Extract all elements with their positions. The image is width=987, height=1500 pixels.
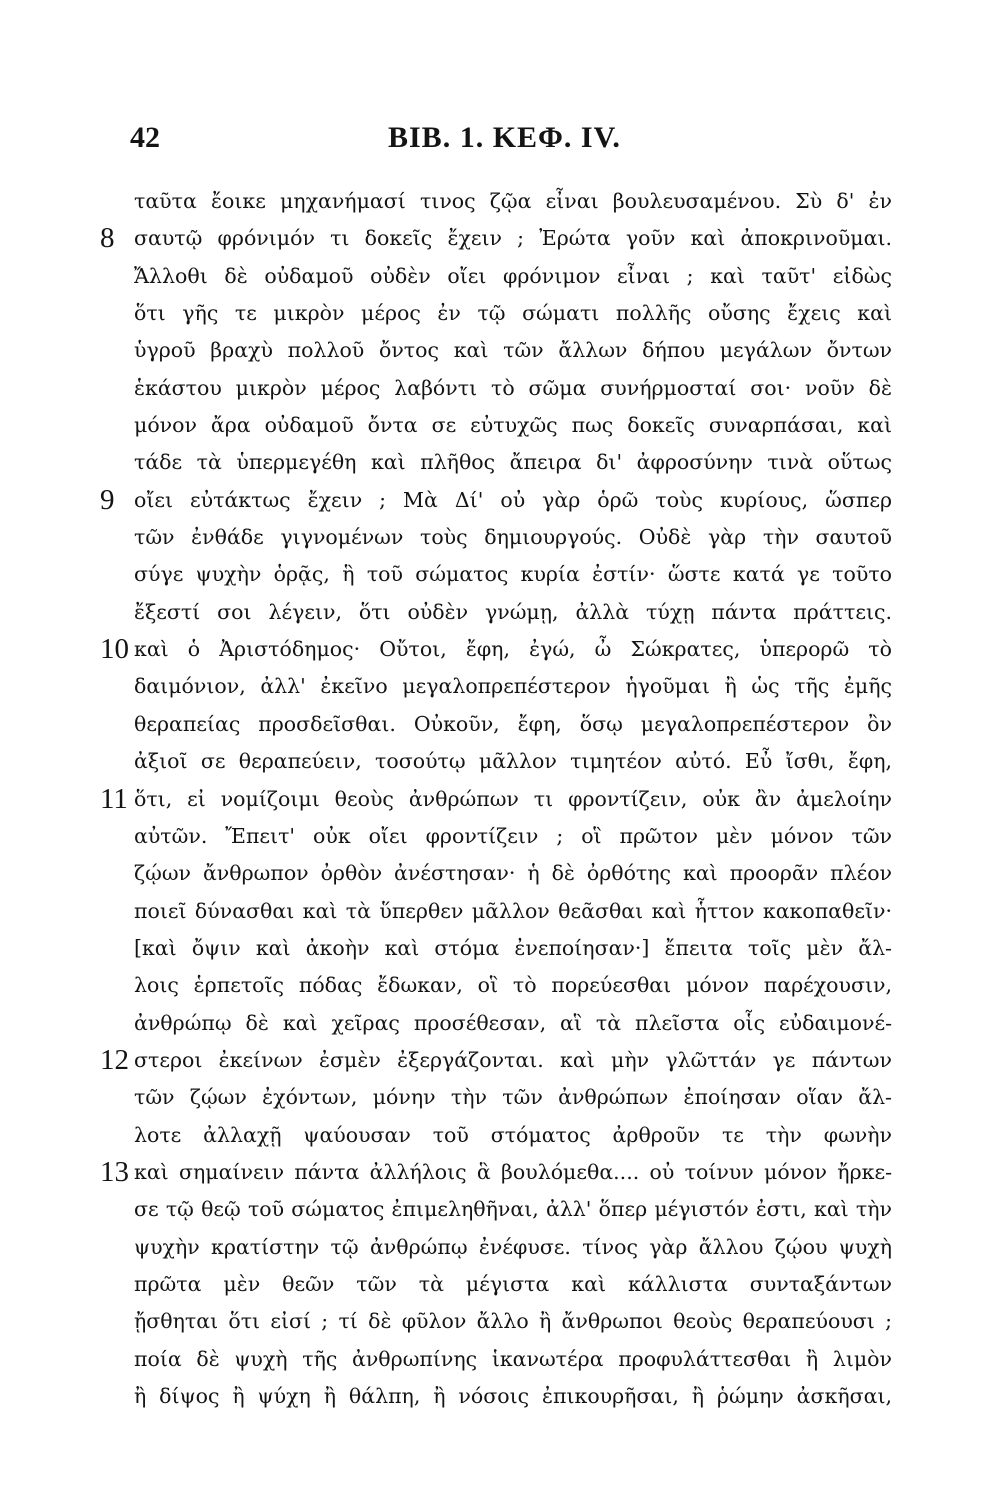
section-number: 11 — [100, 782, 128, 815]
line-text: ποία δὲ ψυχὴ τῆς ἀνθρωπίνης ἱκανωτέρα προφυλάττεσθαι ἢ λιμὸν — [134, 1346, 892, 1371]
line-text: ποιεῖ δύνασθαι καὶ τὰ ὕπερθεν μᾶλλον θεᾶσθαι καὶ ἧττον κακοπαθεῖν· — [134, 898, 892, 923]
text-line — [100, 818, 920, 855]
text-line — [100, 295, 920, 332]
section-number: 13 — [100, 1155, 129, 1188]
line-text: ἢ δίψος ἢ ψύχη ἢ θάλπη, ἢ νόσοις ἐπικουρῆσαι, ἢ ῥώμην ἀσκῆσαι, — [134, 1384, 892, 1408]
line-text: δαιμόνιον, ἀλλ' ἐκεῖνο μεγαλοπρεπέστερον ἡγοῦμαι ἢ ὡς τῆς ἐμῆς — [134, 674, 892, 699]
text-line — [100, 631, 920, 668]
text-line — [100, 893, 920, 930]
text-line — [100, 258, 920, 295]
line-text: τῶν ἐνθάδε γιγνομένων τοὺς δημιουργούς. Οὐδὲ γὰρ τὴν σαυτοῦ — [134, 525, 892, 550]
text-line — [100, 1117, 920, 1154]
chapter-title: BIB. 1. ΚΕΦ. IV. — [388, 121, 621, 154]
line-text: αὐτῶν. Ἔπειτ' οὐκ οἴει φροντίζειν ; οἳ πρῶτον μὲν μόνον τῶν — [134, 823, 892, 848]
line-text: ὅτι, εἰ νομίζοιμι θεοὺς ἀνθρώπων τι φροντίζειν, οὐκ ἂν ἀμελοίην — [134, 786, 892, 811]
line-text: τάδε τὰ ὑπερμεγέθη καὶ πλῆθος ἄπειρα δι' ἀφροσύνην τινὰ οὕτως — [134, 450, 892, 475]
text-line — [100, 855, 920, 892]
text-line — [100, 1303, 920, 1340]
text-line — [100, 706, 920, 743]
text-line — [100, 1042, 920, 1079]
line-text: ᾔσθηται ὅτι εἰσί ; τί δὲ φῦλον ἄλλο ἢ ἄνθρωποι θεοὺς θεραπεύουσι ; — [134, 1309, 892, 1334]
text-line — [100, 1005, 920, 1042]
text-line — [100, 967, 920, 1004]
text-line — [100, 1154, 920, 1191]
text-line — [100, 332, 920, 369]
text-line — [100, 1378, 920, 1415]
text-line — [100, 930, 920, 967]
greek-text-body — [100, 183, 920, 1415]
line-text: στεροι ἐκείνων ἐσμὲν ἐξεργάζονται. καὶ μὴν γλῶττάν γε πάντων — [134, 1047, 892, 1072]
line-text: οἴει εὐτάκτως ἔχειν ; Μὰ Δί' οὐ γὰρ ὁρῶ τοὺς κυρίους, ὥσπερ — [134, 487, 892, 512]
line-text: λοις ἑρπετοῖς πόδας ἔδωκαν, οἳ τὸ πορεύεσθαι μόνον παρέχουσιν, — [134, 973, 892, 998]
line-text: σύγε ψυχὴν ὁρᾷς, ἣ τοῦ σώματος κυρία ἐστίν· ὥστε κατά γε τοῦτο — [134, 562, 892, 587]
text-line — [100, 1341, 920, 1378]
text-line — [100, 668, 920, 705]
line-text: λοτε ἀλλαχῇ ψαύουσαν τοῦ στόματος ἀρθροῦν τε τὴν φωνὴν — [134, 1122, 892, 1147]
text-line — [100, 1191, 920, 1228]
line-text: ἑκάστου μικρὸν μέρος λαβόντι τὸ σῶμα συνήρμοσταί σοι· νοῦν δὲ — [134, 375, 892, 400]
line-text: ἀνθρώπῳ δὲ καὶ χεῖρας προσέθεσαν, αἳ τὰ πλεῖστα οἷς εὐδαιμονέ- — [134, 1010, 892, 1035]
line-text: ὅτι γῆς τε μικρὸν μέρος ἐν τῷ σώματι πολλῆς οὔσης ἔχεις καὶ — [134, 301, 892, 326]
line-text: πρῶτα μὲν θεῶν τῶν τὰ μέγιστα καὶ κάλλιστα συνταξάντων — [134, 1271, 892, 1296]
line-text: ταῦτα ἔοικε μηχανήμασί τινος ζῷα εἶναι βουλευσαμένου. Σὺ δ' ἐν — [134, 189, 892, 213]
text-line — [100, 781, 920, 818]
section-number: 9 — [100, 483, 115, 516]
line-text: Ἄλλοθι δὲ οὐδαμοῦ οὐδὲν οἴει φρόνιμον εἶναι ; καὶ ταῦτ' εἰδὼς — [134, 263, 892, 288]
line-text: ὑγροῦ βραχὺ πολλοῦ ὄντος καὶ τῶν ἄλλων δήπου μεγάλων ὄντων — [134, 338, 892, 363]
text-line — [100, 370, 920, 407]
line-text: καὶ σημαίνειν πάντα ἀλλήλοις ἃ βουλόμεθα.... οὐ τοίνυν μόνον ἤρκε- — [134, 1159, 892, 1184]
text-line — [100, 519, 920, 556]
line-text: τῶν ζῴων ἐχόντων, μόνην τὴν τῶν ἀνθρώπων ἐποίησαν οἵαν ἄλ- — [134, 1085, 892, 1110]
line-text: καὶ ὁ Ἀριστόδημος· Οὔτοι, ἔφη, ἐγώ, ὦ Σώκρατες, ὑπερορῶ τὸ — [134, 637, 892, 662]
line-text: [καὶ ὄψιν καὶ ἀκοὴν καὶ στόμα ἐνεποίησαν·] ἔπειτα τοῖς μὲν ἄλ- — [134, 935, 892, 960]
line-text: ζῴων ἄνθρωπον ὀρθὸν ἀνέστησαν· ἡ δὲ ὀρθότης καὶ προορᾶν πλέον — [134, 861, 892, 886]
text-line — [100, 482, 920, 519]
section-number: 10 — [100, 633, 129, 666]
line-text: ἔξεστί σοι λέγειν, ὅτι οὐδὲν γνώμῃ, ἀλλὰ τύχῃ πάντα πράττεις. — [134, 599, 892, 624]
line-text: ἀξιοῖ σε θεραπεύειν, τοσούτῳ μᾶλλον τιμητέον αὐτό. Εὖ ἴσθι, ἔφη, — [134, 749, 892, 774]
text-line — [100, 183, 920, 220]
line-text: σαυτῷ φρόνιμόν τι δοκεῖς ἔχειν ; Ἐρώτα γοῦν καὶ ἀποκρινοῦμαι. — [134, 226, 892, 251]
text-line — [100, 1266, 920, 1303]
running-head — [130, 118, 890, 158]
text-line — [100, 220, 920, 257]
text-line — [100, 1229, 920, 1266]
text-line — [100, 594, 920, 631]
line-text: μόνον ἄρα οὐδαμοῦ ὄντα σε εὐτυχῶς πως δοκεῖς συναρπάσαι, καὶ — [134, 413, 892, 438]
text-line — [100, 556, 920, 593]
line-text: σε τῷ θεῷ τοῦ σώματος ἐπιμεληθῆναι, ἀλλ' ὅπερ μέγιστόν ἐστι, καὶ τὴν — [134, 1197, 892, 1222]
text-line — [100, 743, 920, 780]
text-line — [100, 407, 920, 444]
text-line — [100, 1079, 920, 1116]
page-number: 42 — [130, 121, 160, 154]
section-number: 12 — [100, 1043, 129, 1076]
text-line — [100, 444, 920, 481]
line-text: θεραπείας προσδεῖσθαι. Οὐκοῦν, ἔφη, ὅσῳ μεγαλοπρεπέστερον ὂν — [134, 711, 892, 736]
line-text: ψυχὴν κρατίστην τῷ ἀνθρώπῳ ἐνέφυσε. τίνος γὰρ ἄλλου ζῴου ψυχὴ — [134, 1234, 892, 1259]
section-number: 8 — [100, 222, 115, 255]
